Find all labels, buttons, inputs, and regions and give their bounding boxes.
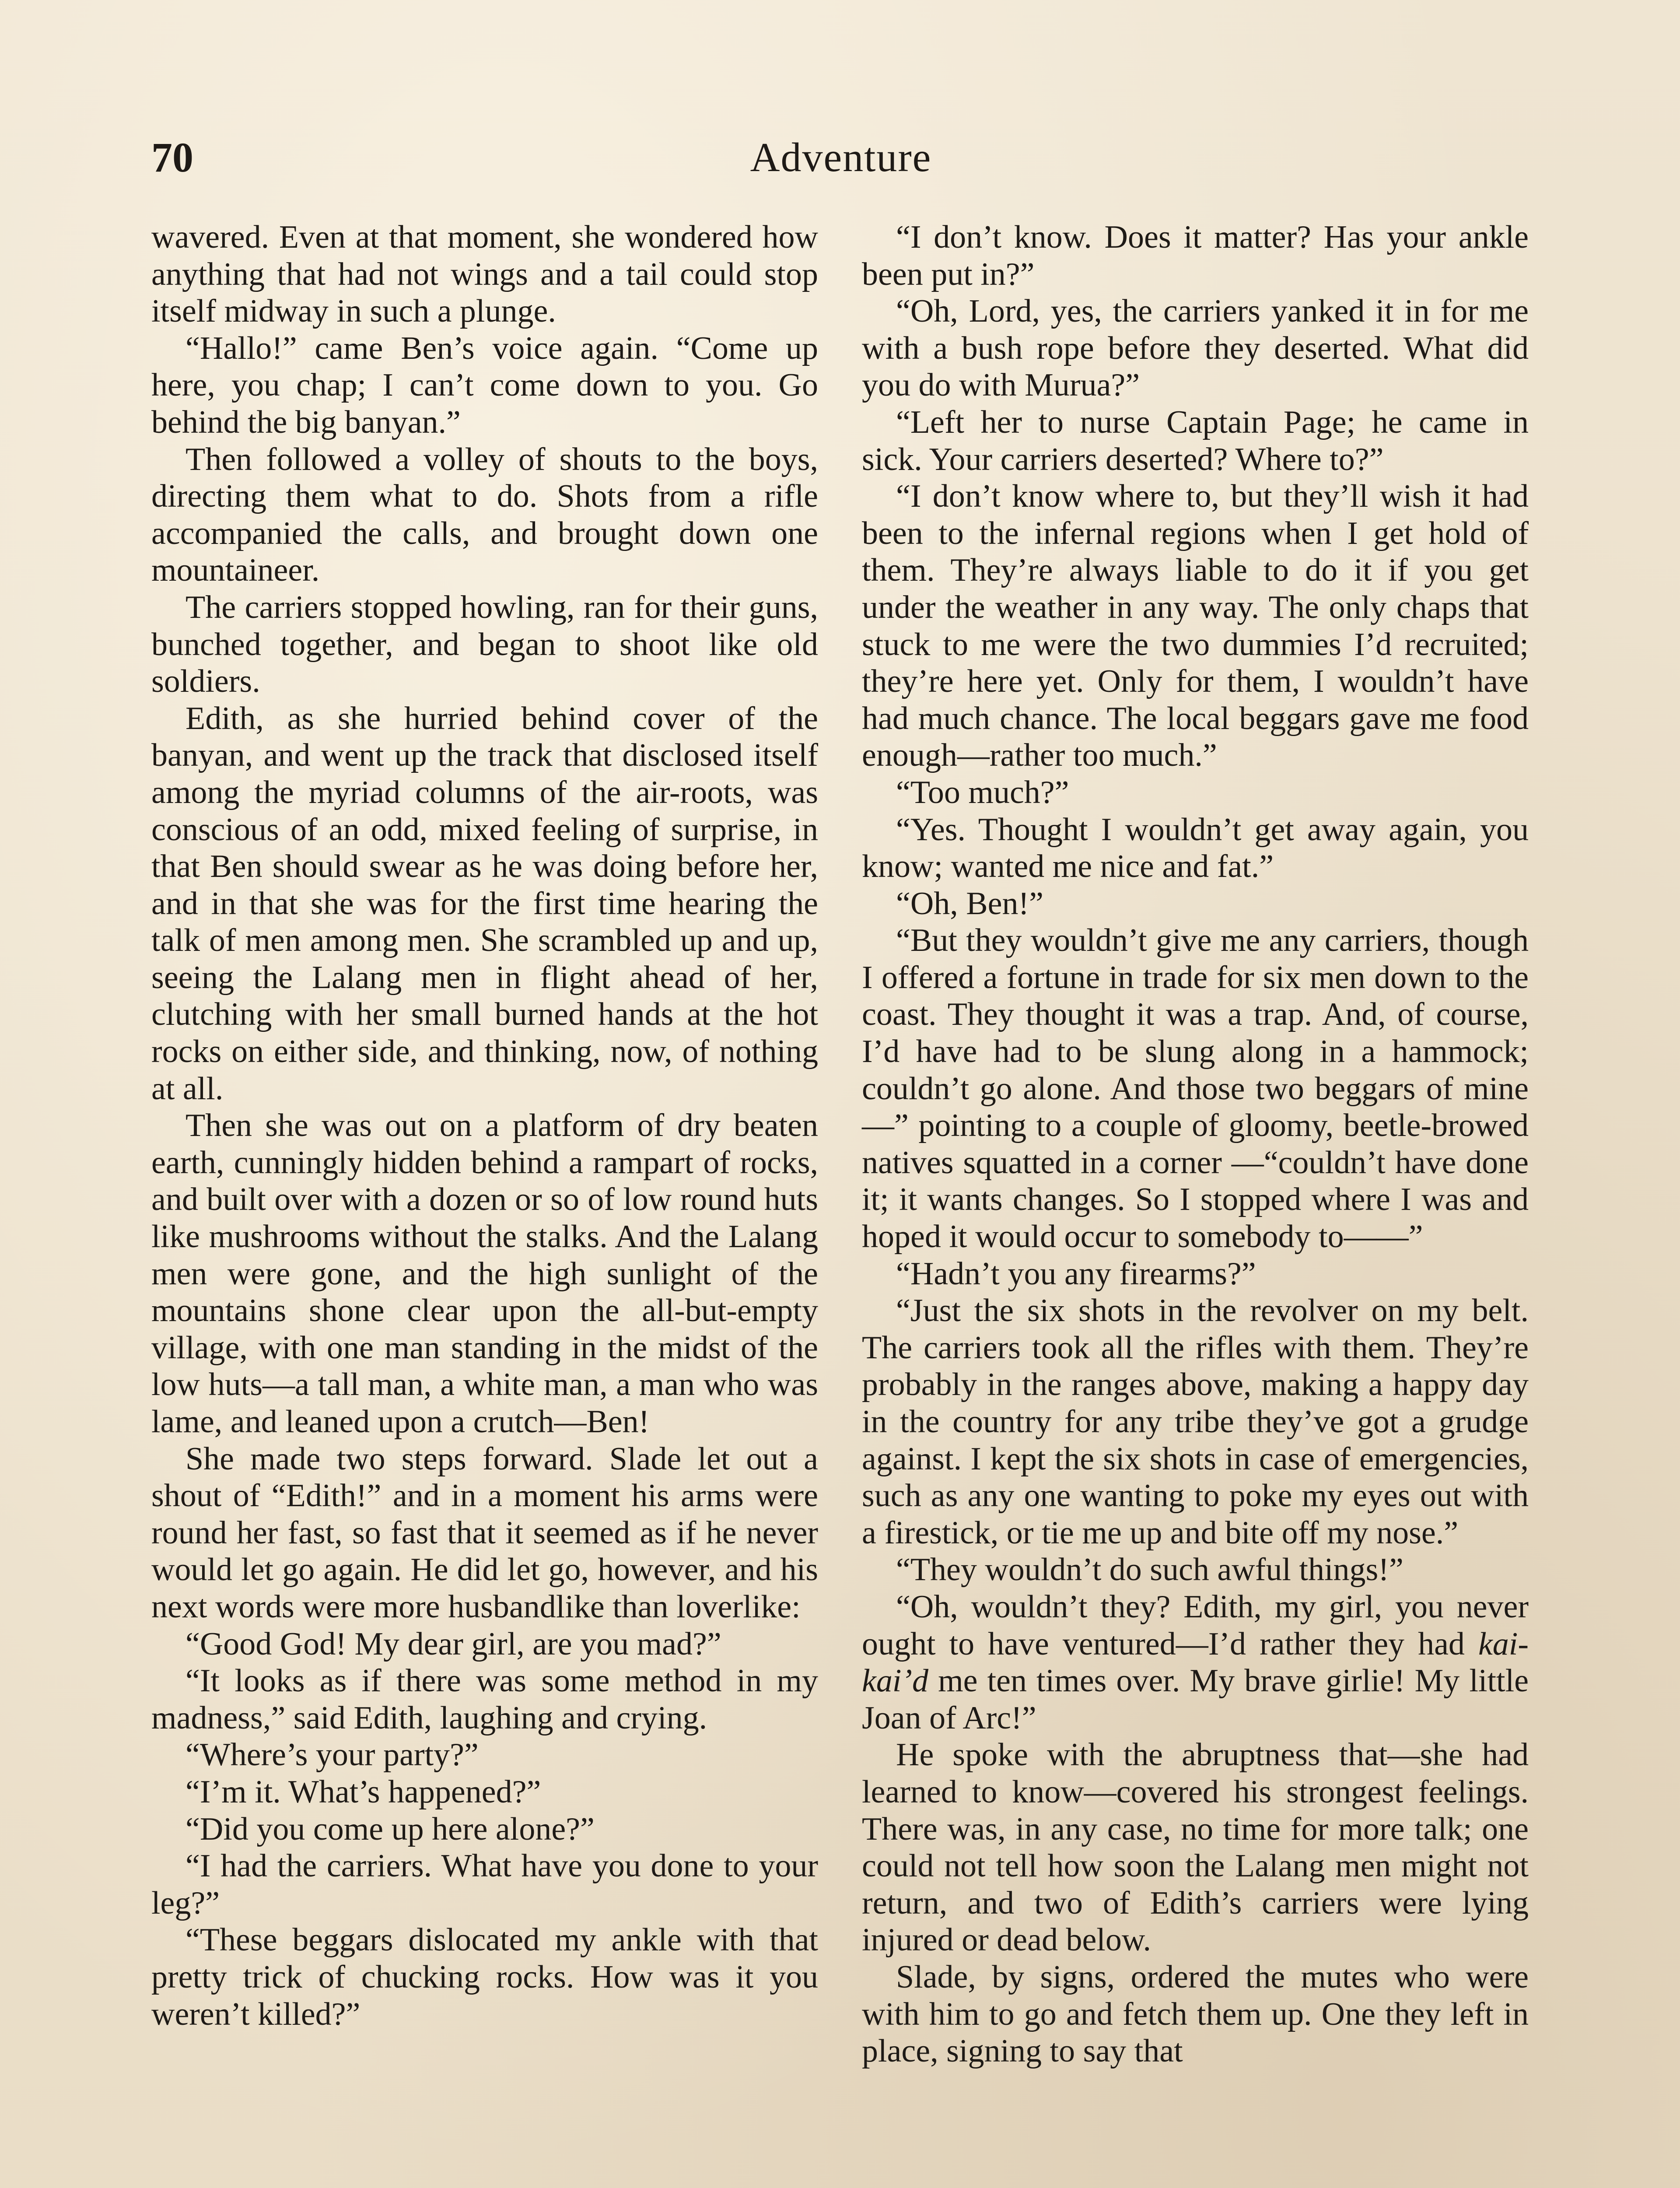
paragraph: “Hadn’t you any firearms?”: [896, 1255, 1256, 1292]
paragraph: “Yes. Thought I wouldn’t get away again, you know; wanted me nice and fat.”: [862, 811, 1529, 885]
paragraph: “I don’t know. Does it matter? Has your ankle been put in?”: [862, 219, 1529, 292]
paragraph: “Good God! My dear girl, are you mad?”: [186, 1626, 721, 1662]
paragraph: Then followed a volley of shouts to the boys, directing them what to do. Shots from a rifle accompanied the calls, and brought down one mountaineer.: [151, 441, 818, 589]
paragraph: He spoke with the abruptness that—she had learned to know—covered his strongest feelings. There was, in any case, no time for more talk; one could not tell how soon the Lalang men might not return, and two of Edith’s carriers were lying injured or dead below.: [862, 1737, 1529, 1958]
paragraph: “They wouldn’t do such awful things!”: [896, 1552, 1404, 1588]
text-run: “Oh, wouldn’t they? Edith, my girl, you never ought to have ventured—I’d rather they had: [862, 1588, 1529, 1662]
paragraph: “It looks as if there was some method in my madness,” said Edith, laughing and crying.: [151, 1663, 818, 1736]
page-header: [151, 127, 1530, 188]
paragraph: “I’m it. What’s happened?”: [186, 1774, 541, 1810]
paragraph: Slade, by signs, ordered the mutes who were with him to go and fetch them up. One they left in place, signing to say that: [862, 1959, 1529, 2069]
right-column: [862, 219, 1529, 2070]
paragraph: The carriers stopped howling, ran for their guns, bunched together, and began to shoot like old soldiers.: [151, 589, 818, 700]
paragraph: “Just the six shots in the revolver on my belt. The carriers took all the rifles with them. They’re probably in the ranges above, making a happy day in the country for any tribe they’ve got a grudge against. I kept the six shots in case of emergencies, such as any one wanting to poke my eyes out with a firestick, or tie me up and bite off my nose.”: [862, 1293, 1529, 1551]
paragraph: “Oh, Ben!”: [896, 885, 1043, 922]
paragraph: “Left her to nurse Captain Page; he came in sick. Your carriers deserted? Where to?”: [862, 404, 1529, 477]
paragraph: “Too much?”: [896, 774, 1069, 810]
page-number: 70: [151, 134, 193, 181]
paragraph-with-italic: [862, 1588, 1529, 1736]
left-column: [151, 219, 818, 2033]
paragraph: “Did you come up here alone?”: [186, 1811, 595, 1847]
paragraph: Edith, as she hurried behind cover of the banyan, and went up the track that disclosed itself among the myriad columns of the air-roots, was conscious of an odd, mixed feeling of surprise, in that Ben should swear as he was doing before her, and in that she was for the first time hearing the talk of men among men. She scrambled up and up, seeing the Lalang men in flight ahead of her, clutching with her small burned hands at the hot rocks on either side, and thinking, now, of nothing at all.: [151, 700, 818, 1107]
text-run: me ten times over. My brave girlie! My little Joan of Arc!”: [862, 1663, 1529, 1736]
paragraph: “These beggars dislocated my ankle with that pretty trick of chucking rocks. How was it you weren’t killed?”: [151, 1922, 818, 2032]
paragraph: “I don’t know where to, but they’ll wish it had been to the infernal regions when I get hold of them. They’re always liable to do it if you get under the weather in any way. The only chaps that stuck to me were the two dummies I’d recruited; they’re here yet. Only for them, I wouldn’t have had much chance. The local beggars gave me food enough—rather too much.”: [862, 478, 1529, 774]
paragraph: “Oh, Lord, yes, the carriers yanked it in for me with a bush rope before they deserted. What did you do with Murua?”: [862, 293, 1529, 403]
paragraph: “But they wouldn’t give me any carriers, though I offered a fortune in trade for six men down to the coast. They thought it was a trap. And, of course, I’d have had to be slung along in a hammock; couldn’t go alone. And those two beggars of mine—” pointing to a couple of gloomy, beetle-browed natives squatted in a corner —“couldn’t have done it; it wants changes. So I stopped where I was and hoped it would occur to somebody to——”: [862, 922, 1529, 1255]
paragraph: Then she was out on a platform of dry beaten earth, cunningly hidden behind a rampart of rocks, and built over with a dozen or so of low round huts like mushrooms without the stalks. And the Lalang men were gone, and the high sunlight of the mountains shone clear upon the all-but-empty village, with one man standing in the midst of the low huts—a tall man, a white man, a man who was lame, and leaned upon a crutch—Ben!: [151, 1108, 818, 1440]
paragraph: “Where’s your party?”: [186, 1737, 479, 1773]
paragraph: “I had the carriers. What have you done to your leg?”: [151, 1848, 818, 1921]
italic-word: kai-kai’d: [862, 1626, 1529, 1699]
paragraph: “Hallo!” came Ben’s voice again. “Come up here, you chap; I can’t come down to you. Go behind the big banyan.”: [151, 330, 818, 440]
paragraph: She made two steps forward. Slade let out a shout of “Edith!” and in a moment his arms were round her fast, so fast that it seemed as if he never would let go again. He did let go, however, and his next words were more husbandlike than loverlike:: [151, 1441, 818, 1625]
running-head: Adventure: [750, 135, 932, 180]
paragraph: wavered. Even at that moment, she wondered how anything that had not wings and a tail could stop itself midway in such a plunge.: [151, 219, 818, 330]
